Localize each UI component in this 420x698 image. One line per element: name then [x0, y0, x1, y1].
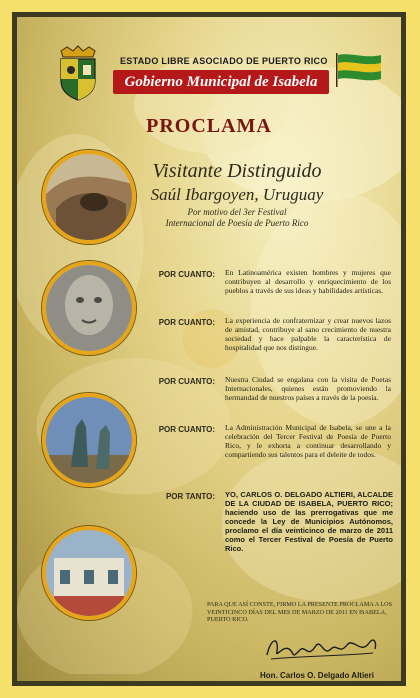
- motive-line-2: Internacional de Poesía de Puerto Rico: [165, 218, 309, 228]
- signer-block: [217, 671, 406, 686]
- government-banner: Gobierno Municipal de Isabela: [113, 70, 329, 94]
- clause-1-label: POR CUANTO:: [158, 270, 215, 279]
- clause-2-text: La experiencia de confraternizar y crear nuevos lazos de amistad, contribuye al sano crecimiento de nuestra sociedad y hace palpable la característica de hospitalidad que nos distingue.: [225, 316, 391, 352]
- medallion-rocks: [42, 150, 136, 244]
- municipal-crest-icon: [57, 45, 99, 101]
- clause-3-text: Nuestra Ciudad se engalana con la visita de Poetas Internacionales, quienes están promoviendo la hermandad de nuestros países a través de la poesía.: [225, 375, 391, 402]
- medallion-statues: [42, 393, 136, 487]
- distinction-title: Visitante Distinguido: [152, 160, 322, 182]
- signer-role: Alcalde: [302, 681, 332, 686]
- medallion-sculpture: [42, 261, 136, 355]
- clause-2-label: POR CUANTO:: [158, 318, 215, 327]
- recipient-motive: [117, 207, 357, 229]
- clause-3-label: POR CUANTO:: [158, 377, 215, 386]
- medallion-building: [42, 526, 136, 620]
- recipient-name: Saúl Ibargoyen, Uruguay: [150, 185, 324, 204]
- document-frame: [12, 12, 406, 686]
- signer-name: Hon. Carlos O. Delgado Altieri: [260, 671, 374, 680]
- clause-4-label: POR CUANTO:: [158, 425, 215, 434]
- attestation-text: PARA QUE ASÍ CONSTE, FIRMO LA PRESENTE PROCLAMA A LOS VEINTICINCO DÍAS DEL MES DE MARZO DE 2011 EN ISABELA, PUERTO RICO.: [207, 601, 393, 623]
- state-name: ESTADO LIBRE ASOCIADO DE PUERTO RICO: [120, 56, 328, 66]
- resolution-text: YO, CARLOS O. DELGADO ALTIERI, ALCALDE DE LA CIUDAD DE ISABELA, PUERTO RICO; haciendo uso de las prerrogativas que me concede la Ley de Municipios Autónomos, proclamo el día veinticinco de marzo de 2011 como el Tercer Festival de Poesía de Puerto Rico.: [225, 490, 393, 553]
- resolution-label: POR TANTO:: [165, 492, 215, 501]
- motive-line-1: Por motivo del 3er Festival: [187, 207, 287, 217]
- signature-image: [261, 629, 381, 665]
- clause-1-text: En Latinoamérica existen hombres y mujeres que contribuyen al desarrollo y enriquecimiento de los pueblos a través de sus ideas y habilidades artísticas.: [225, 268, 391, 295]
- document-title: PROCLAMA: [146, 115, 272, 137]
- municipal-flag-icon: [335, 53, 383, 87]
- clause-4-text: La Administración Municipal de Isabela, se une a la celebración del Tercer Festival de Poesía de Puerto Rico, y le exhorta a continuar desarrollando y compartiendo sus talentos para el deleite de todos.: [225, 423, 391, 459]
